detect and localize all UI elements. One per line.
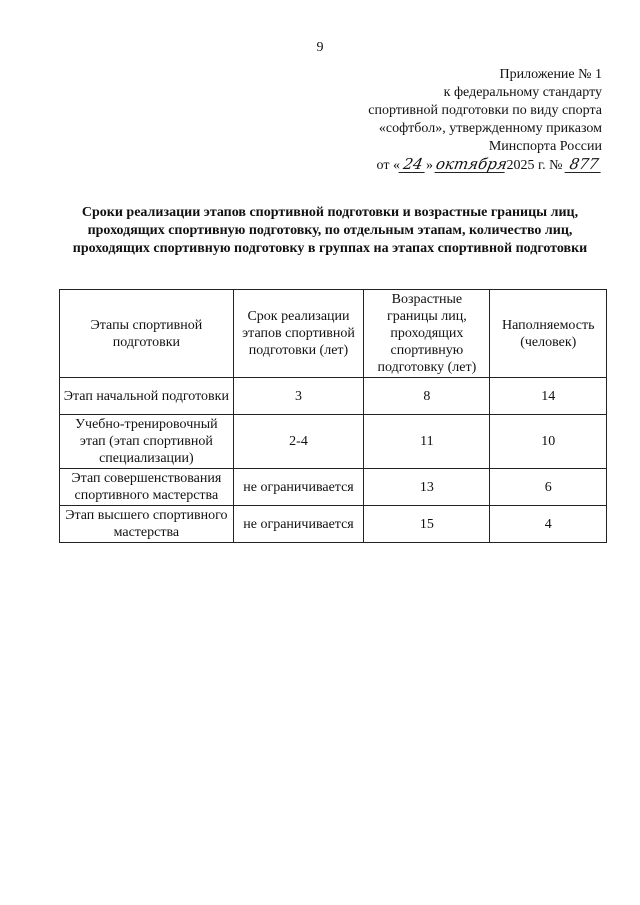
- cell-capacity: 6: [490, 469, 607, 506]
- date-day-close: »: [425, 158, 433, 173]
- cell-stage: Учебно-тренировочный этап (этап спортивной специализации): [60, 415, 234, 469]
- page-number: 9: [316, 40, 324, 55]
- cell-age: 13: [364, 469, 490, 506]
- date-prefix: от «: [376, 158, 400, 173]
- appendix-standard-line: к федеральному стандарту: [443, 85, 602, 100]
- table-row: [60, 506, 607, 543]
- appendix-sport-line: спортивной подготовки по виду спорта: [368, 103, 602, 118]
- appendix-title: Приложение № 1: [499, 67, 602, 82]
- cell-duration: не ограничивается: [233, 506, 364, 543]
- cell-capacity: 10: [490, 415, 607, 469]
- stages-table: [59, 289, 607, 543]
- order-year: 2025 г. №: [506, 158, 563, 173]
- table-row: [60, 378, 607, 415]
- appendix-header: [302, 66, 602, 175]
- header-duration: Срок реализации этапов спортивной подготовки (лет): [233, 290, 364, 378]
- cell-stage: Этап высшего спортивного мастерства: [60, 506, 234, 543]
- table-row: [60, 469, 607, 506]
- appendix-ministry-line: Минспорта России: [488, 139, 602, 154]
- cell-duration: 2-4: [233, 415, 364, 469]
- cell-age: 8: [364, 378, 490, 415]
- cell-stage: Этап совершенствования спортивного мастерства: [60, 469, 234, 506]
- cell-capacity: 14: [490, 378, 607, 415]
- table-header-row: [60, 290, 607, 378]
- order-day: 24: [398, 156, 427, 173]
- appendix-order-line: «софтбол», утвержденному приказом: [378, 121, 602, 136]
- cell-duration: не ограничивается: [233, 469, 364, 506]
- cell-stage: Этап начальной подготовки: [60, 378, 234, 415]
- header-age: Возрастные границы лиц, проходящих спортивную подготовку (лет): [364, 290, 490, 378]
- cell-age: 11: [364, 415, 490, 469]
- order-number: 877: [565, 156, 604, 173]
- header-stage: Этапы спортивной подготовки: [60, 290, 234, 378]
- cell-capacity: 4: [490, 506, 607, 543]
- document-title: Сроки реализации этапов спортивной подготовки и возрастные границы лиц, проходящих спортивную подготовку, по отдельным этапам, количество лиц, проходящих спортивную подготовку в группах на этапах спортивной подготовки: [72, 205, 588, 256]
- cell-age: 15: [364, 506, 490, 543]
- header-capacity: Наполняемость (человек): [490, 290, 607, 378]
- appendix-date-line: [302, 156, 602, 175]
- cell-duration: 3: [233, 378, 364, 415]
- order-month: октября: [434, 155, 509, 173]
- table-row: [60, 415, 607, 469]
